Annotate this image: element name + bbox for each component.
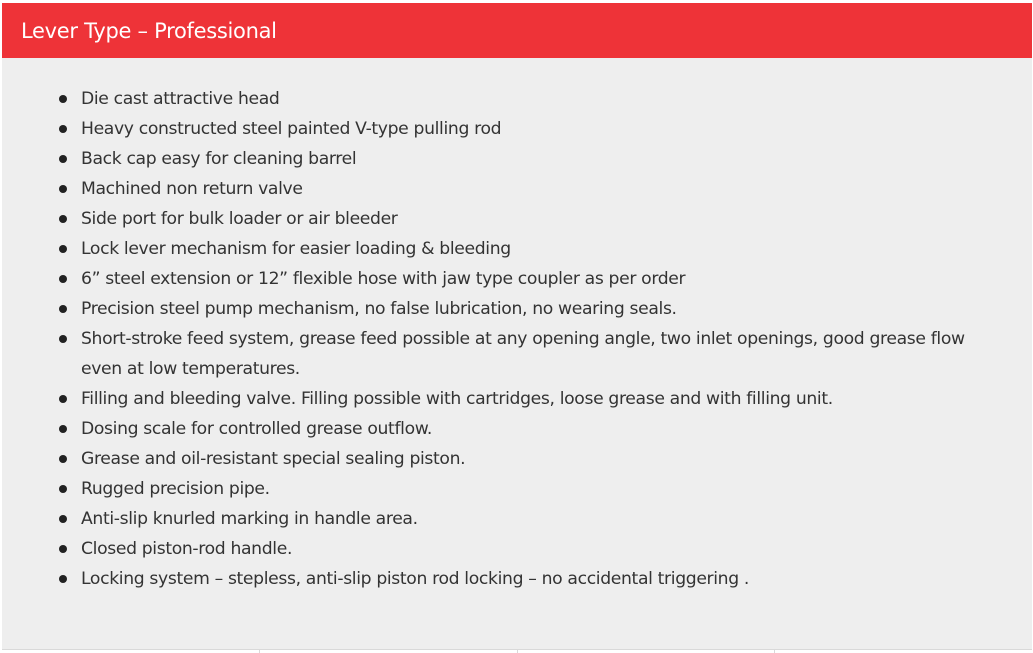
- feature-item: [2, 294, 1002, 324]
- feature-item: [2, 414, 1002, 444]
- feature-item: [2, 264, 1002, 294]
- bullet-icon: [59, 335, 67, 343]
- bullet-icon: [59, 425, 67, 433]
- bullet-icon: [59, 155, 67, 163]
- feature-text: Closed piston-rod handle.: [81, 539, 293, 559]
- feature-item: [2, 84, 1002, 114]
- panel-title: Lever Type – Professional: [21, 18, 277, 43]
- bullet-icon: [59, 455, 67, 463]
- bullet-icon: [59, 575, 67, 583]
- feature-text: Locking system – stepless, anti-slip piston rod locking – no accidental triggering .: [81, 569, 750, 589]
- feature-text: Rugged precision pipe.: [81, 479, 270, 499]
- feature-item: [2, 384, 1002, 414]
- feature-item: [2, 504, 1002, 534]
- bullet-icon: [59, 275, 67, 283]
- bullet-icon: [59, 545, 67, 553]
- bullet-icon: [59, 395, 67, 403]
- feature-text: Filling and bleeding valve. Filling possible with cartridges, loose grease and with filling unit.: [81, 389, 833, 409]
- bullet-icon: [59, 125, 67, 133]
- feature-text: Heavy constructed steel painted V-type pulling rod: [81, 119, 502, 139]
- feature-text: 6” steel extension or 12” flexible hose with jaw type coupler as per order: [81, 269, 686, 289]
- feature-item: [2, 324, 1002, 384]
- bullet-icon: [59, 485, 67, 493]
- bullet-icon: [59, 185, 67, 193]
- bullet-icon: [59, 245, 67, 253]
- feature-text: Dosing scale for controlled grease outflow.: [81, 419, 432, 439]
- feature-item: [2, 234, 1002, 264]
- feature-text: Machined non return valve: [81, 179, 303, 199]
- feature-text: Short-stroke feed system, grease feed possible at any opening angle, two inlet openings, good grease flow even at low temperatures.: [81, 329, 965, 379]
- feature-text: Anti-slip knurled marking in handle area.: [81, 509, 418, 529]
- feature-text: Grease and oil-resistant special sealing piston.: [81, 449, 466, 469]
- feature-item: [2, 174, 1002, 204]
- feature-item: [2, 474, 1002, 504]
- feature-item: [2, 204, 1002, 234]
- feature-text: Back cap easy for cleaning barrel: [81, 149, 357, 169]
- feature-item: [2, 444, 1002, 474]
- feature-item: [2, 564, 1002, 594]
- bullet-icon: [59, 95, 67, 103]
- product-panel: [2, 3, 1032, 653]
- feature-text: Die cast attractive head: [81, 89, 280, 109]
- feature-item: [2, 114, 1002, 144]
- feature-list: [2, 84, 1002, 594]
- bullet-icon: [59, 215, 67, 223]
- bullet-icon: [59, 515, 67, 523]
- panel-header[interactable]: [2, 3, 1032, 58]
- feature-text: Side port for bulk loader or air bleeder: [81, 209, 398, 229]
- bottom-tab-strip: [2, 649, 1032, 653]
- bullet-icon: [59, 305, 67, 313]
- feature-item: [2, 534, 1002, 564]
- feature-item: [2, 144, 1002, 174]
- feature-text: Precision steel pump mechanism, no false lubrication, no wearing seals.: [81, 299, 677, 319]
- feature-text: Lock lever mechanism for easier loading & bleeding: [81, 239, 511, 259]
